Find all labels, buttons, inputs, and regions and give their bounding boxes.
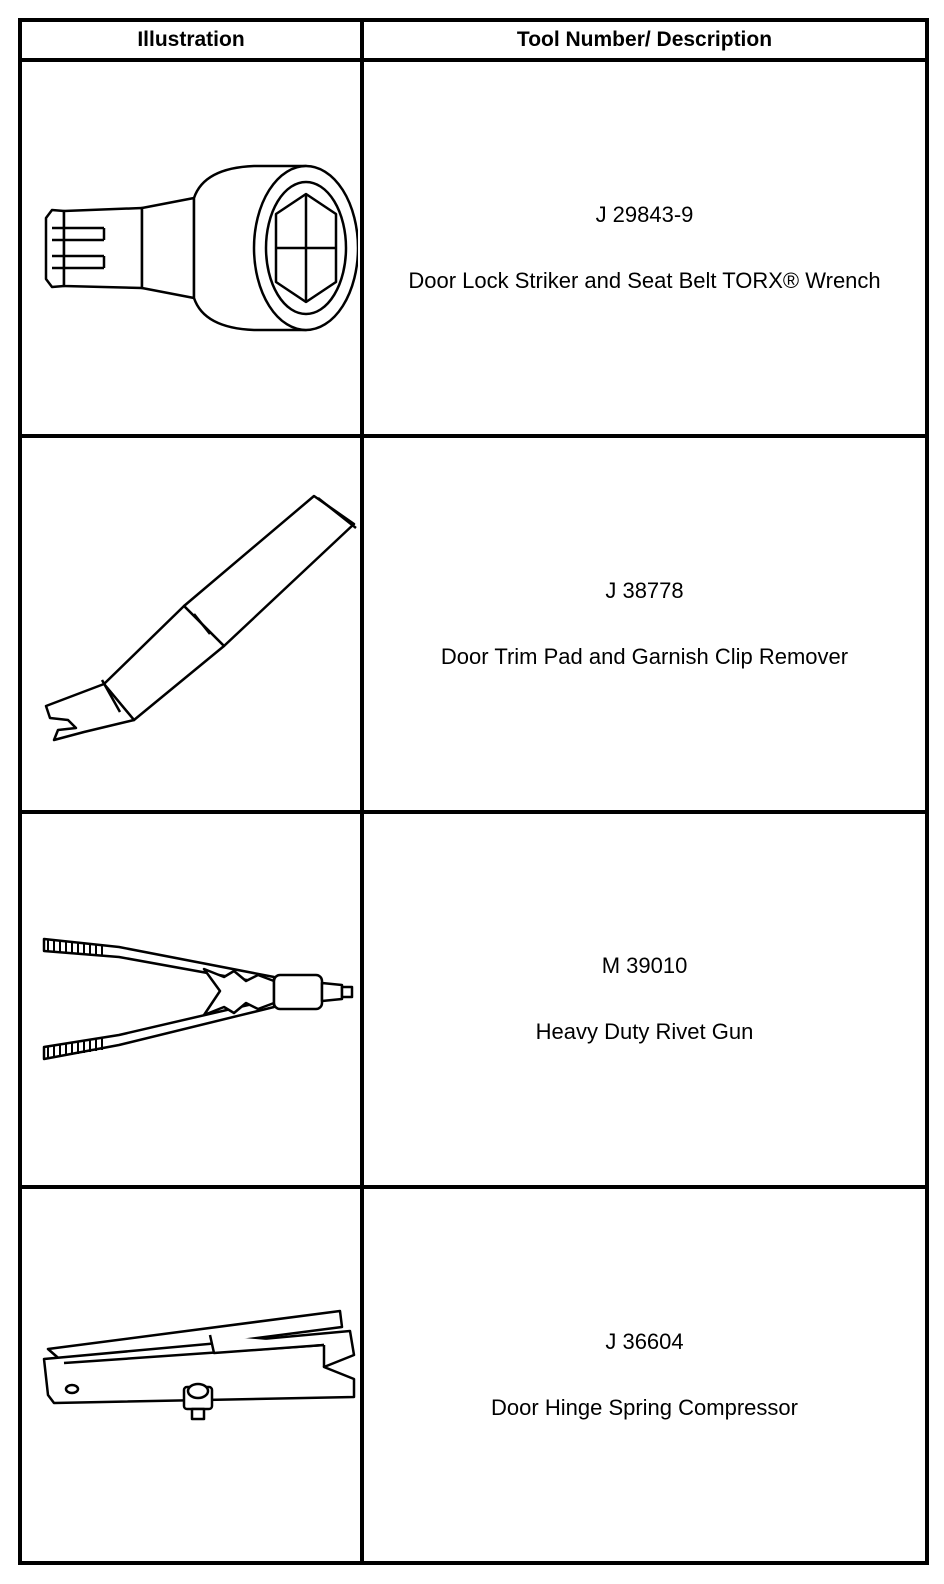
- table-row: [20, 436, 927, 812]
- illustration-cell: [20, 60, 362, 436]
- tool-description: Door Lock Striker and Seat Belt TORX® Wrench: [408, 267, 881, 293]
- tool-number: J 38778: [605, 577, 684, 603]
- illustration-column-header: Illustration: [20, 20, 362, 60]
- hinge-spring-compressor-icon: [24, 1305, 358, 1445]
- rivet-gun-icon: [24, 919, 358, 1079]
- table-row: [20, 1187, 927, 1563]
- description-column-header: Tool Number/ Description: [362, 20, 927, 60]
- illustration-cell: [20, 812, 362, 1188]
- description-cell: [362, 436, 927, 812]
- tool-number: M 39010: [601, 953, 688, 979]
- description-cell: [362, 60, 927, 436]
- illustration-cell: [20, 436, 362, 812]
- description-cell: [362, 812, 927, 1188]
- tool-number: J 29843-9: [595, 201, 694, 227]
- tool-description: Heavy Duty Rivet Gun: [535, 1019, 754, 1045]
- special-tools-table: [18, 18, 929, 1565]
- tool-description: Door Hinge Spring Compressor: [491, 1395, 798, 1421]
- tool-description: Door Trim Pad and Garnish Clip Remover: [440, 643, 849, 669]
- clip-remover-icon: [24, 484, 358, 764]
- description-cell: [362, 1187, 927, 1563]
- table-row: [20, 60, 927, 436]
- table-header-row: [20, 20, 927, 60]
- tool-number: J 36604: [605, 1329, 684, 1355]
- torx-wrench-socket-icon: [24, 148, 358, 348]
- illustration-cell: [20, 1187, 362, 1563]
- table-row: [20, 812, 927, 1188]
